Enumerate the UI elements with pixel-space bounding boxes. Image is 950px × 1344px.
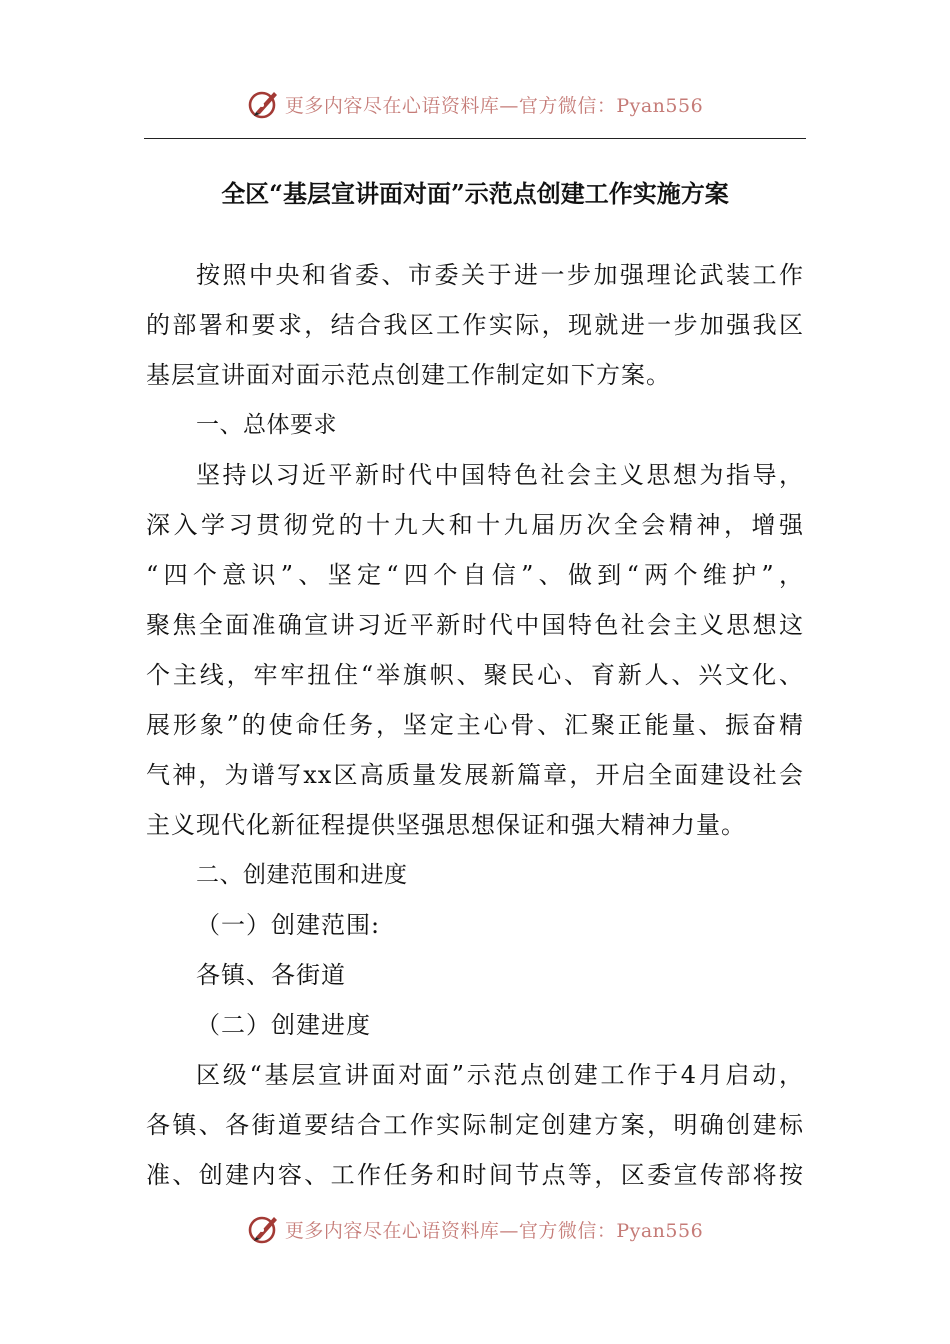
paragraph-line: 坚持以习近平新时代中国特色社会主义思想为指导， xyxy=(196,461,804,489)
section-heading-general-requirements: 一、总体要求 xyxy=(196,412,337,438)
paragraph-line: 深入学习贯彻党的十九大和十九届历次全会精神，增强 xyxy=(146,511,804,539)
paragraph-line: “四个意识”、坚定“四个自信”、做到“两个维护”， xyxy=(146,561,804,589)
header-watermark-banner xyxy=(0,84,950,124)
watermark-text: 更多内容尽在心语资料库—官方微信：Pyan556 xyxy=(284,1219,704,1242)
intro-line: 按照中央和省委、市委关于进一步加强理论武装工作 xyxy=(196,261,804,289)
paragraph-line: 展形象”的使命任务，坚定主心骨、汇聚正能量、振奋精 xyxy=(146,711,804,739)
paragraph-line: 区级“基层宣讲面对面”示范点创建工作于4月启动， xyxy=(196,1061,804,1089)
document-body xyxy=(146,168,804,1200)
paragraph-line: 准、创建内容、工作任务和时间节点等，区委宣传部将按 xyxy=(146,1161,804,1189)
paragraph-line: 主义现代化新征程提供坚强思想保证和强大精神力量。 xyxy=(146,811,746,839)
paragraph-line: 气神，为谱写xx区高质量发展新篇章，开启全面建设社会 xyxy=(146,761,804,789)
intro-line: 的部署和要求，结合我区工作实际，现就进一步加强我区 xyxy=(146,311,804,339)
intro-line: 基层宣讲面对面示范点创建工作制定如下方案。 xyxy=(146,361,671,389)
section-heading-scope-and-progress: 二、创建范围和进度 xyxy=(196,862,408,888)
scope-text: 各镇、各街道 xyxy=(196,961,346,989)
document-title: 全区“基层宣讲面对面”示范点创建工作实施方案 xyxy=(221,179,729,208)
quill-pen-logo-icon xyxy=(247,1212,281,1246)
watermark-text: 更多内容尽在心语资料库—官方微信：Pyan556 xyxy=(284,94,704,117)
header-divider xyxy=(144,138,806,139)
subsection-heading-progress: （二）创建进度 xyxy=(196,1011,371,1039)
paragraph-line: 各镇、各街道要结合工作实际制定创建方案，明确创建标 xyxy=(146,1111,804,1139)
paragraph-line: 个主线，牢牢扭住“举旗帜、聚民心、育新人、兴文化、 xyxy=(146,661,804,689)
paragraph-line: 聚焦全面准确宣讲习近平新时代中国特色社会主义思想这 xyxy=(146,611,804,639)
quill-pen-logo-icon xyxy=(247,87,281,121)
footer-watermark-banner xyxy=(0,1209,950,1249)
subsection-heading-scope: （一）创建范围: xyxy=(196,911,381,939)
